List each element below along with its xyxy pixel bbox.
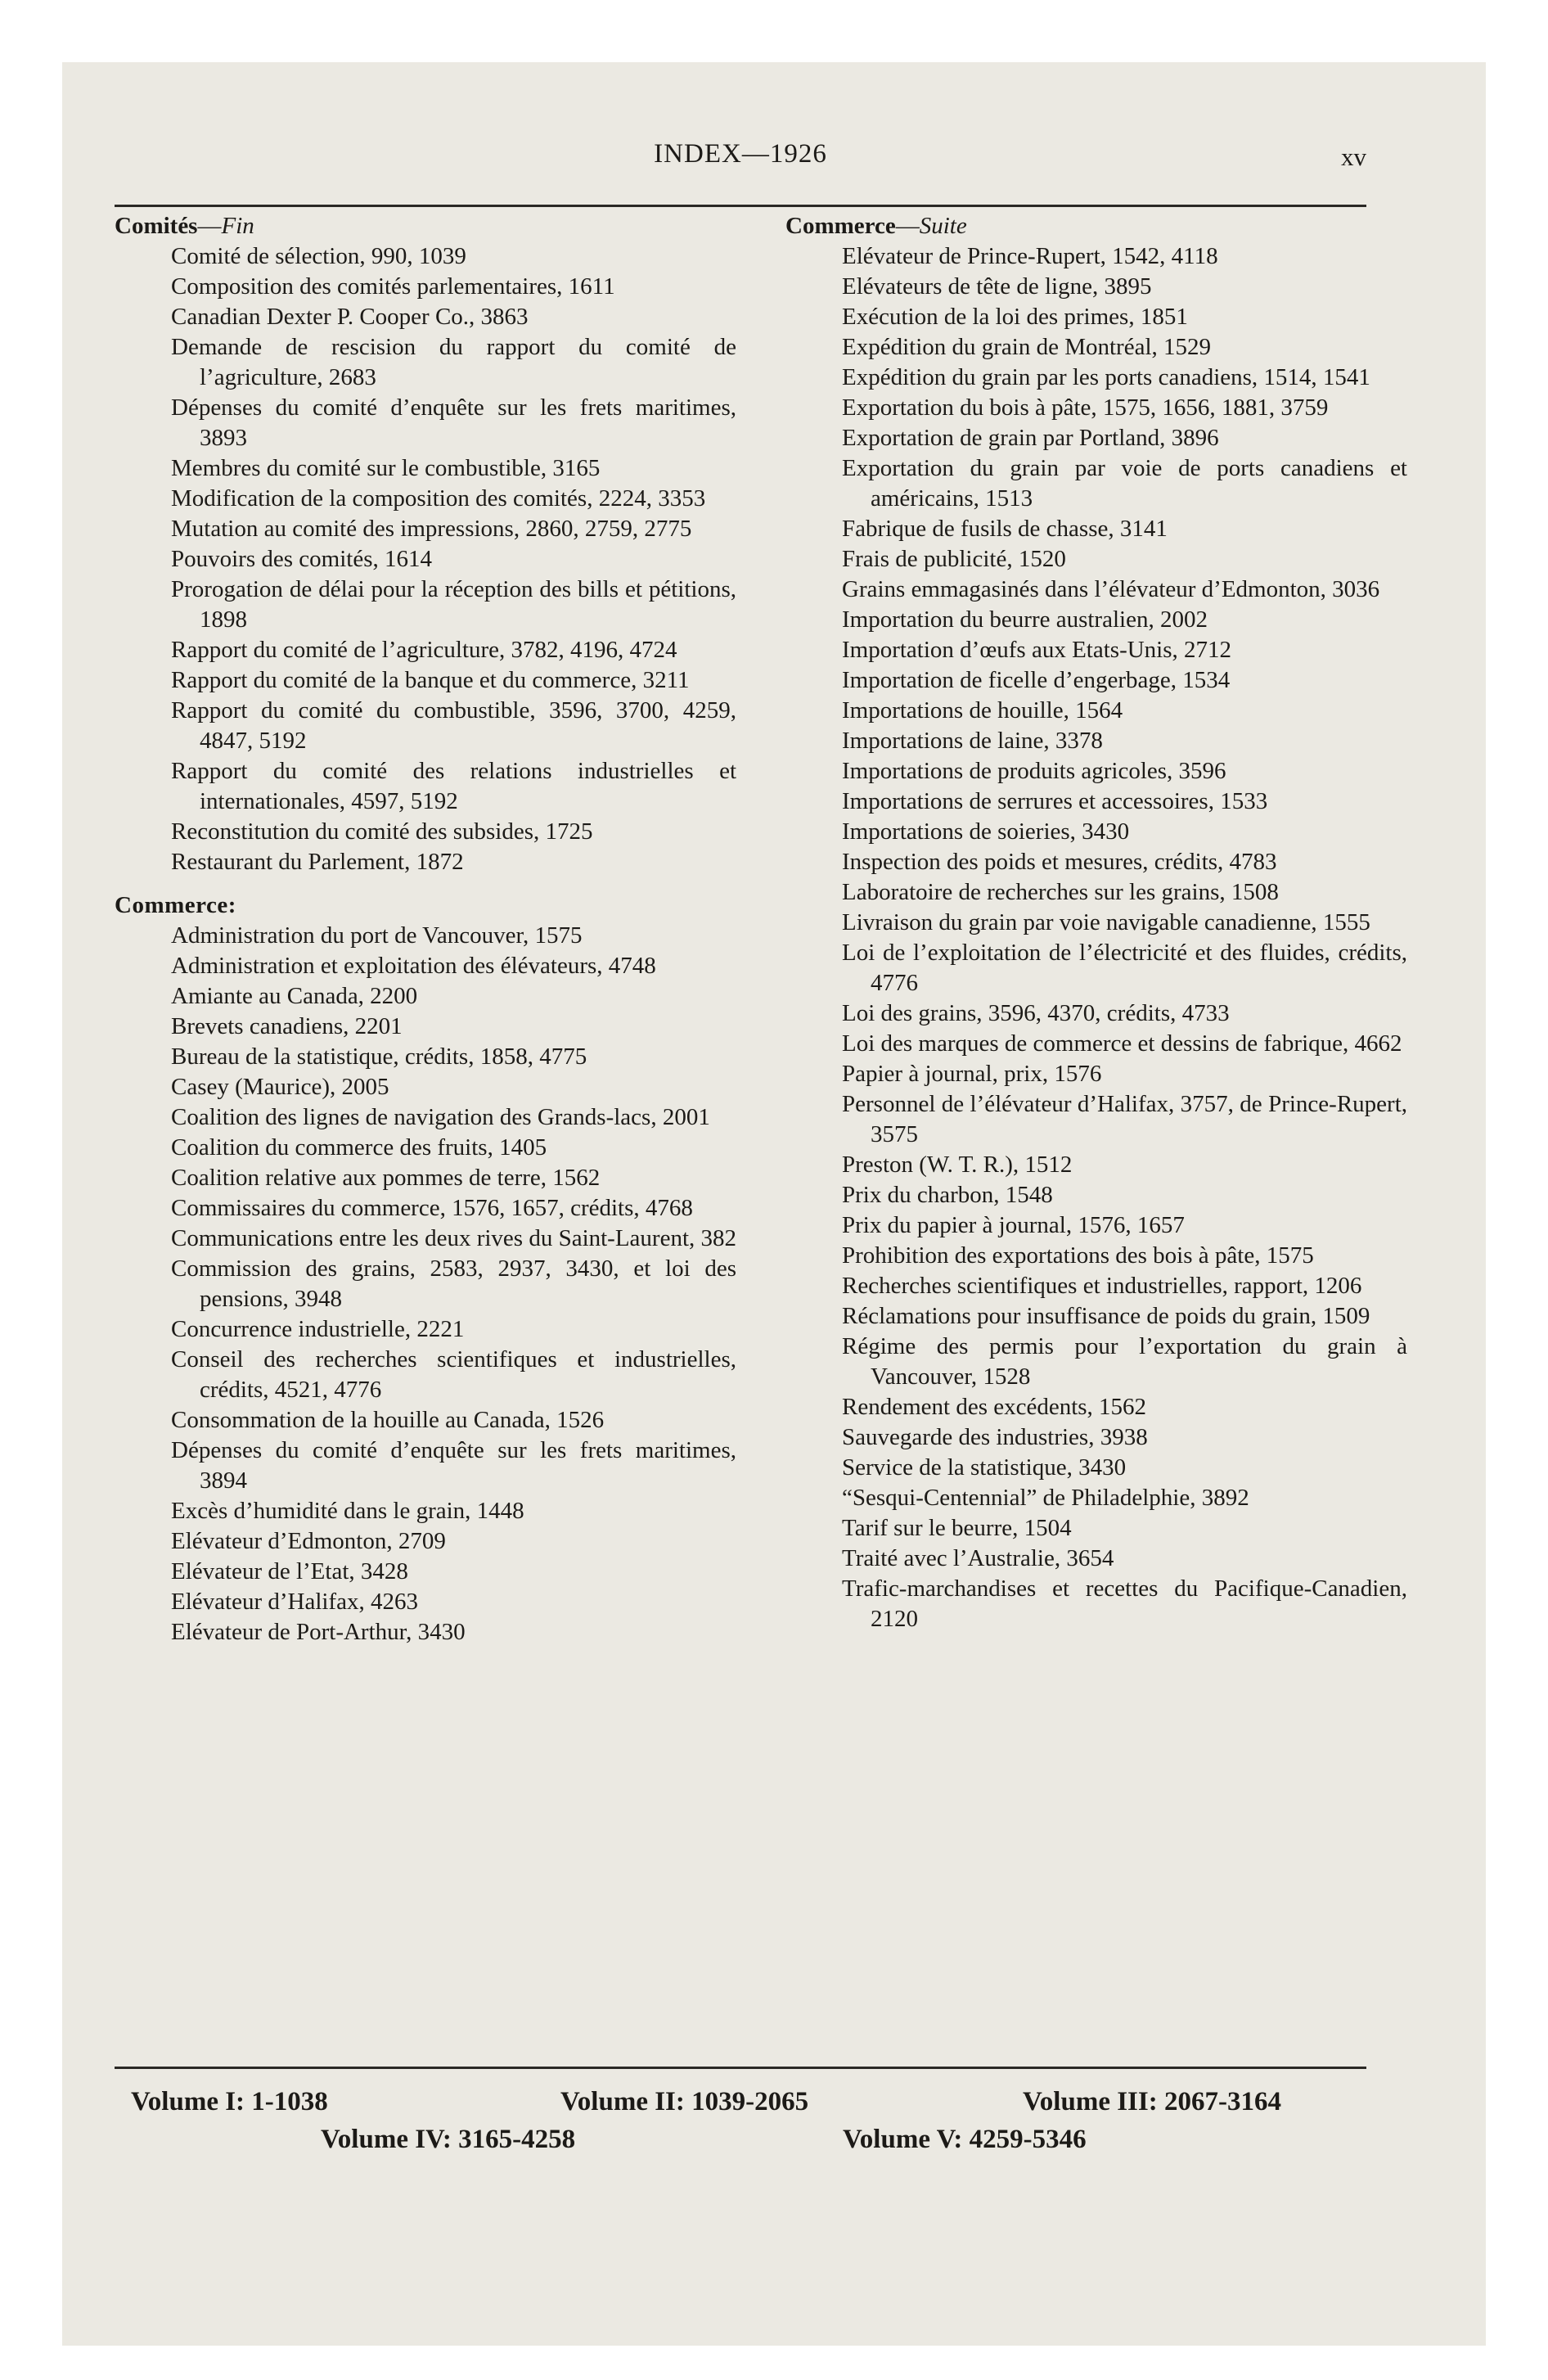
- index-entry: Preston (W. T. R.), 1512: [842, 1152, 1073, 1178]
- index-entry: Exportation du bois à pâte, 1575, 1656, 1881, 3759: [842, 394, 1329, 421]
- index-entry: Communications entre les deux rives du Saint-Laurent, 382: [171, 1225, 737, 1251]
- heading-suite: Suite: [919, 213, 967, 239]
- index-entry: Excès d’humidité dans le grain, 1448: [171, 1498, 524, 1524]
- index-entry: Recherches scientifiques et industrielles, rapport, 1206: [842, 1273, 1362, 1299]
- index-entry: Rapport du comité des relations industrielles et internationales, 4597, 5192: [171, 758, 736, 814]
- heading-suite: Fin: [221, 213, 254, 239]
- index-entry: Rendement des excédents, 1562: [842, 1394, 1147, 1420]
- heading-main: Comités: [115, 213, 198, 239]
- index-entry: Demande de rescision du rapport du comité de l’agriculture, 2683: [171, 334, 736, 390]
- volume-range: Volume IV: 3165-4258: [321, 2125, 576, 2154]
- index-entry: Rapport du comité du combustible, 3596, 3700, 4259, 4847, 5192: [171, 697, 736, 754]
- page-number: xv: [1341, 142, 1366, 171]
- index-entry: Exportation de grain par Portland, 3896: [842, 425, 1219, 451]
- index-entry: Expédition du grain par les ports canadiens, 1514, 1541: [842, 364, 1370, 390]
- index-entry: Mutation au comité des impressions, 2860, 2759, 2775: [171, 516, 692, 542]
- index-entry: Frais de publicité, 1520: [842, 546, 1066, 572]
- right-column: [785, 211, 1407, 1634]
- index-entry: Papier à journal, prix, 1576: [842, 1061, 1102, 1087]
- footer-rule: [115, 2067, 1366, 2069]
- left-column-heading: Comités—Fin: [115, 213, 254, 239]
- index-entry: Administration du port de Vancouver, 1575: [171, 922, 583, 949]
- index-entry: Exécution de la loi des primes, 1851: [842, 304, 1188, 330]
- index-entry: Loi des grains, 3596, 4370, crédits, 4733: [842, 1000, 1230, 1026]
- left-entries-list: [115, 241, 736, 877]
- index-entry: Exportation du grain par voie de ports canadiens et américains, 1513: [842, 455, 1407, 512]
- index-entry: Casey (Maurice), 2005: [171, 1074, 389, 1100]
- index-entry: Prix du papier à journal, 1576, 1657: [842, 1212, 1185, 1238]
- index-entry: Pouvoirs des comités, 1614: [171, 546, 432, 572]
- index-entry: Inspection des poids et mesures, crédits, 4783: [842, 849, 1277, 875]
- index-entry: Elévateur de Prince-Rupert, 1542, 4118: [842, 243, 1218, 269]
- right-column-heading: Commerce—Suite: [785, 213, 967, 239]
- index-entry: Coalition relative aux pommes de terre, 1562: [171, 1165, 601, 1191]
- index-entry: Livraison du grain par voie navigable canadienne, 1555: [842, 909, 1370, 935]
- index-entry: Importations de laine, 3378: [842, 728, 1103, 754]
- index-entry: Coalition du commerce des fruits, 1405: [171, 1134, 547, 1161]
- index-entry: Prohibition des exportations des bois à pâte, 1575: [842, 1242, 1314, 1269]
- index-entry: Réclamations pour insuffisance de poids du grain, 1509: [842, 1303, 1370, 1329]
- page-header: [115, 139, 1366, 172]
- index-entry: Importation du beurre australien, 2002: [842, 606, 1208, 633]
- index-entry: Grains emmagasinés dans l’élévateur d’Edmonton, 3036: [842, 576, 1380, 602]
- index-entry: Amiante au Canada, 2200: [171, 983, 418, 1009]
- index-entry: Dépenses du comité d’enquête sur les frets maritimes, 3893: [171, 394, 736, 451]
- index-entry: Elévateur de Port-Arthur, 3430: [171, 1619, 466, 1645]
- index-entry: Consommation de la houille au Canada, 1526: [171, 1407, 605, 1433]
- section-heading: Commerce:: [115, 892, 236, 918]
- index-entry: Brevets canadiens, 2201: [171, 1013, 403, 1039]
- index-entry: Rapport du comité de l’agriculture, 3782, 4196, 4724: [171, 637, 677, 663]
- index-entry: Sauvegarde des industries, 3938: [842, 1424, 1148, 1450]
- page-title: INDEX—1926: [654, 139, 827, 169]
- right-entries-list: [785, 241, 1407, 1634]
- index-entry: Elévateur d’Edmonton, 2709: [171, 1528, 446, 1554]
- index-entry: Importations de soieries, 3430: [842, 818, 1130, 845]
- volume-footer: [115, 2087, 1366, 2177]
- index-entry: Importations de produits agricoles, 3596: [842, 758, 1226, 784]
- volume-range: Volume I: 1-1038: [131, 2087, 328, 2116]
- index-entry: Importation de ficelle d’engerbage, 1534: [842, 667, 1231, 693]
- index-entry: “Sesqui-Centennial” de Philadelphie, 3892: [842, 1485, 1249, 1511]
- index-entry: Membres du comité sur le combustible, 3165: [171, 455, 601, 481]
- index-entry: Commission des grains, 2583, 2937, 3430, et loi des pensions, 3948: [171, 1255, 736, 1312]
- index-entry: Loi des marques de commerce et dessins de fabrique, 4662: [842, 1030, 1402, 1057]
- index-entry: Prorogation de délai pour la réception des bills et pétitions, 1898: [171, 576, 736, 633]
- index-entry: Importations de houille, 1564: [842, 697, 1123, 723]
- volume-range: Volume II: 1039-2065: [560, 2087, 809, 2116]
- index-entry: Traité avec l’Australie, 3654: [842, 1545, 1114, 1571]
- volume-range: Volume V: 4259-5346: [843, 2125, 1087, 2154]
- index-entry: Elévateur de l’Etat, 3428: [171, 1558, 408, 1584]
- index-entry: Restaurant du Parlement, 1872: [171, 849, 464, 875]
- header-rule: [115, 205, 1366, 207]
- index-entry: Commissaires du commerce, 1576, 1657, crédits, 4768: [171, 1195, 693, 1221]
- index-entry: Administration et exploitation des élévateurs, 4748: [171, 953, 656, 979]
- index-entry: Rapport du comité de la banque et du commerce, 3211: [171, 667, 690, 693]
- index-entry: Laboratoire de recherches sur les grains, 1508: [842, 879, 1279, 905]
- index-entry: Dépenses du comité d’enquête sur les frets maritimes, 3894: [171, 1437, 736, 1494]
- index-entry: Prix du charbon, 1548: [842, 1182, 1053, 1208]
- index-entry: Expédition du grain de Montréal, 1529: [842, 334, 1212, 360]
- index-entry: Importation d’œufs aux Etats-Unis, 2712: [842, 637, 1232, 663]
- index-entry: Fabrique de fusils de chasse, 3141: [842, 516, 1168, 542]
- section-entries-list: [115, 921, 736, 1648]
- index-entry: Conseil des recherches scientifiques et industrielles, crédits, 4521, 4776: [171, 1346, 736, 1403]
- index-entry: Loi de l’exploitation de l’électricité et des fluides, crédits, 4776: [842, 940, 1407, 996]
- index-entry: Importations de serrures et accessoires, 1533: [842, 788, 1268, 814]
- index-entry: Comité de sélection, 990, 1039: [171, 243, 466, 269]
- index-entry: Trafic-marchandises et recettes du Pacifique-Canadien, 2120: [842, 1575, 1407, 1632]
- index-entry: Composition des comités parlementaires, 1611: [171, 273, 615, 300]
- index-entry: Elévateur d’Halifax, 4263: [171, 1589, 418, 1615]
- index-entry: Service de la statistique, 3430: [842, 1454, 1127, 1481]
- heading-main: Commerce: [785, 213, 896, 239]
- index-entry: Coalition des lignes de navigation des Grands-lacs, 2001: [171, 1104, 710, 1130]
- index-entry: Canadian Dexter P. Cooper Co., 3863: [171, 304, 529, 330]
- index-entry: Bureau de la statistique, crédits, 1858, 4775: [171, 1044, 587, 1070]
- index-entry: Elévateurs de tête de ligne, 3895: [842, 273, 1152, 300]
- index-entry: Personnel de l’élévateur d’Halifax, 3757, de Prince-Rupert, 3575: [842, 1091, 1407, 1147]
- volume-range: Volume III: 2067-3164: [1023, 2087, 1281, 2116]
- index-entry: Tarif sur le beurre, 1504: [842, 1515, 1072, 1541]
- index-entry: Concurrence industrielle, 2221: [171, 1316, 465, 1342]
- left-column: [115, 211, 736, 1648]
- index-entry: Modification de la composition des comités, 2224, 3353: [171, 485, 706, 512]
- index-entry: Reconstitution du comité des subsides, 1725: [171, 818, 593, 845]
- index-entry: Régime des permis pour l’exportation du grain à Vancouver, 1528: [842, 1333, 1407, 1390]
